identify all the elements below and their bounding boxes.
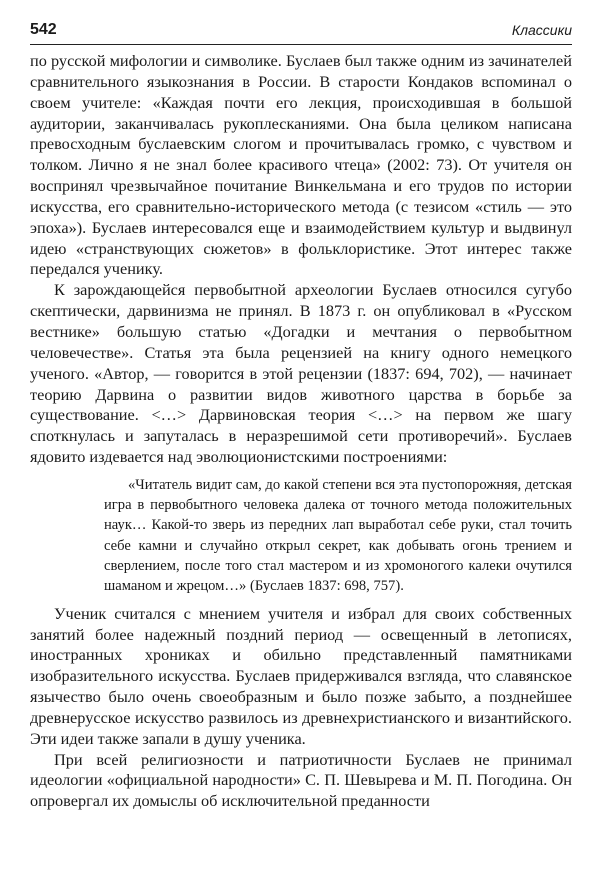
paragraph-1: по русской мифологии и символике. Буслаев был также одним из зачинателей сравнительного языкознания в России. В старости Кондаков вспоминал о своем учителе: «Каждая почти его лекция, происходившая в большой аудитории, заканчивалась рукоплесканиями. Она была целиком написана превосходным буслаевским слогом и прочитывалась громко, с чувством и толком. Лично я не знал более красивого чтеца» (2002: 73). От учителя он воспринял чрезвычайное почитание Винкельмана и его трудов по истории искусства, его сравнительно-исторического метода (с тезисом «стиль — это эпоха»). Буслаев интересовался еще и взаимодействием культур и выдвинул идею «странствующих сюжетов» в фольклористике. Этот интерес также передался ученику. [30, 51, 572, 279]
paragraph-2: К зарождающейся первобытной археологии Буслаев относился сугубо скептически, дарвинизма не принял. В 1873 г. он опубликовал в «Русском вестнике» большую статью «Догадки и мечтания о первобытном человечестве». Статья эта была рецензией на книгу одного немецкого ученого. «Автор, — говорится в этой рецензии (1837: 694, 702), — начинает теорию Дарвина о развитии видов животного царства в борьбе за существование. <…> Дарвиновская теория <…> на первом же шагу споткнулась и запуталась в неразрешимой сети противоречий». Буслаев ядовито издевается над эволюционистскими построениями: [30, 280, 572, 467]
page-body [30, 51, 572, 812]
paragraph-3: Ученик считался с мнением учителя и избрал для своих собственных занятий более надежный поздний период — освещенный в летописях, иностранных хрониках и обильно представленный памятниками изобразительного искусства. Буслаев придерживался взгляда, что славянское язычество было очень своеобразным и было позже забыто, а позднейшее древнерусское искусство развилось из древнехристианского и византийского. Эти идеи также запали в душу ученика. [30, 603, 572, 748]
paragraph-4: При всей религиозности и патриотичности Буслаев не принимал идеологии «официальной народности» С. П. Шевырева и М. П. Погодина. Он опровергал их домыслы об исключительной преданности [30, 749, 572, 811]
block-quote: «Читатель видит сам, до какой степени вся эта пустопорожняя, детская игра в первобытного человека далека от точного метода положительных наук… Какой-то зверь из передних лап выработал себе руки, стал точить себе камни и случайно открыл секрет, как добывать огонь трением и сверлением, после того стал мастером и из хромоногого калеки очутился шаманом и жрецом…» (Буслаев 1837: 698, 757). [104, 476, 572, 595]
running-title: Классики [511, 22, 572, 38]
page-number: 542 [30, 21, 57, 38]
page-header [30, 20, 572, 45]
